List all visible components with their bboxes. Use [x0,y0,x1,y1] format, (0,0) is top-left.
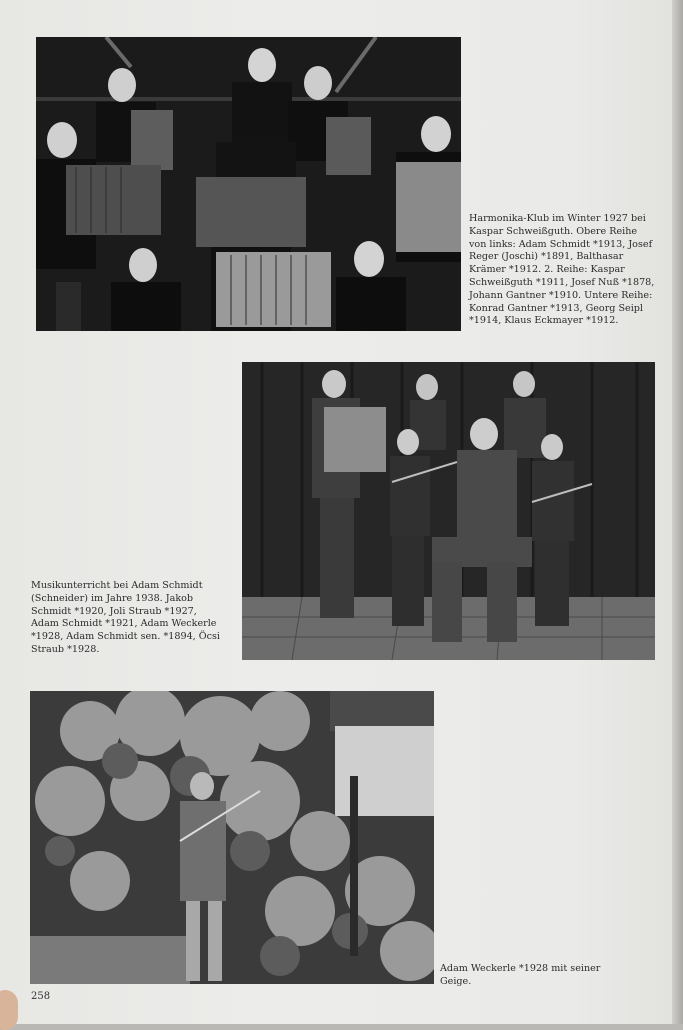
accordion-club-caption: Harmonika-Klub im Winter 1927 bei Kaspar Schweißguth. Obere Reihe von links: Adam Schmidt *1913, Josef Reger (Joschi) *1891, Balthasar Krämer *1912. 2. Reihe: Kaspar Schweißguth *1911, Josef Nuß *1878, Johann Gantner *1910. Untere Reihe: Konrad Gantner *1913, Georg Seipl *1914, Klaus Eckmayer *1912. [469,213,655,327]
accordion-club-photo [36,37,461,331]
boy-violin-photo [30,691,434,984]
boy-violin-caption: Adam Weckerle *1928 mit seiner Geige. [440,963,601,987]
music-lesson-caption: Musikunterricht bei Adam Schmidt (Schneider) im Jahre 1938. Jakob Schmidt *1920, Joli Straub *1927, Adam Schmidt *1921, Adam Weckerle *1928, Adam Schmidt sen. *1894, Öcsi Straub *1928. [31,580,221,655]
page-number: 258 [31,991,51,1002]
music-lesson-photo [242,362,655,660]
page-edge [672,0,683,1024]
thumb [0,990,18,1030]
